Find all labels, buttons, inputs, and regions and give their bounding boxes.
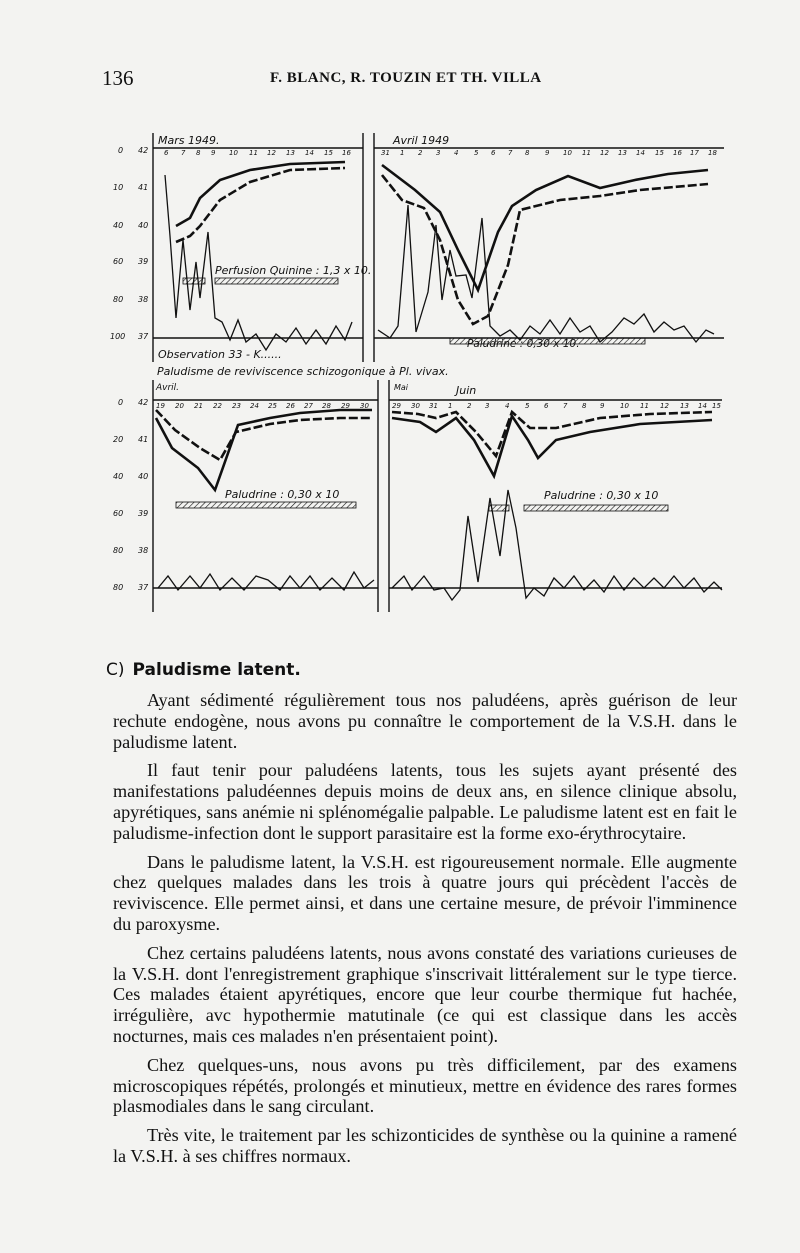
- day-tick: 24: [250, 402, 259, 410]
- treatment-label: Paludrine : 0,30 x 10.: [467, 338, 580, 350]
- vsh-tick: 80: [113, 295, 124, 304]
- day-tick: 7: [181, 149, 186, 157]
- day-tick: 8: [525, 149, 530, 157]
- treatment-label: Perfusion Quinine : 1,3 x 10.: [215, 264, 372, 277]
- temp-tick: 37: [138, 332, 149, 341]
- day-tick: 28: [322, 402, 331, 410]
- body-text: [106, 660, 737, 1175]
- panel-mai-juin: [392, 383, 722, 600]
- panel-title: Avril.: [156, 383, 180, 393]
- day-tick: 1: [400, 149, 405, 157]
- day-tick: 21: [194, 402, 203, 410]
- section-title: Paludisme latent.: [132, 660, 301, 680]
- day-tick: 25: [268, 402, 277, 410]
- day-tick: 10: [229, 149, 238, 157]
- top-left-axis: [110, 146, 149, 341]
- day-tick: 15: [712, 402, 721, 410]
- vsh-tick: 0: [118, 398, 124, 407]
- day-tick: 16: [342, 149, 351, 157]
- day-tick: 30: [411, 402, 420, 410]
- page-number: 136: [102, 66, 134, 90]
- vsh-tick: 0: [118, 146, 124, 155]
- day-tick: 11: [582, 149, 591, 157]
- panel-avril: [155, 383, 374, 590]
- treatment-label: Paludrine : 0,30 x 10: [225, 488, 340, 501]
- vsh-tick: 60: [113, 509, 124, 518]
- section-heading: [106, 660, 737, 680]
- day-tick: 7: [508, 149, 513, 157]
- day-tick: 1: [448, 402, 453, 410]
- day-tick: 12: [660, 402, 669, 410]
- vsh-tick: 80: [113, 546, 124, 555]
- section-label: C): [106, 660, 125, 680]
- day-tick: 3: [436, 149, 441, 157]
- day-tick: 14: [636, 149, 645, 157]
- panel-title: Mars 1949.: [158, 134, 220, 147]
- treatment-label: Paludrine : 0,30 x 10: [544, 489, 659, 502]
- panel-title-juin: Juin: [456, 384, 477, 397]
- day-tick: 8: [196, 149, 201, 157]
- temp-tick: 39: [138, 509, 149, 518]
- temp-tick: 38: [138, 546, 149, 555]
- day-tick: 2: [418, 149, 423, 157]
- temp-tick: 37: [138, 583, 149, 592]
- day-tick: 20: [175, 402, 184, 410]
- paragraph: Chez quelques-uns, nous avons pu très difficilement, par des examens microscopiques répétés, prolongés et minutieux, mettre en évidence des rares formes plasmodiales dans le sang circulant.: [113, 1054, 737, 1117]
- day-tick: 5: [474, 149, 479, 157]
- day-tick: 10: [563, 149, 572, 157]
- vsh-tick: 60: [113, 257, 124, 266]
- temp-tick: 42: [138, 146, 149, 155]
- day-tick: 9: [545, 149, 550, 157]
- vsh-tick: 40: [113, 221, 124, 230]
- day-tick: 11: [640, 402, 649, 410]
- day-tick: 13: [286, 149, 295, 157]
- vsh-tick: 80: [113, 583, 124, 592]
- day-tick: 23: [232, 402, 241, 410]
- day-tick: 22: [213, 402, 222, 410]
- temp-tick: 42: [138, 398, 149, 407]
- panel-mars-1949: [158, 134, 371, 361]
- day-tick: 7: [563, 402, 568, 410]
- temp-tick: 38: [138, 295, 149, 304]
- running-title: F. BLANC, R. TOUZIN ET TH. VILLA: [270, 70, 542, 86]
- paragraph: Chez certains paludéens latents, nous avons constaté des variations curieuses de la V.S.H. dont l'enregistrement graphique s'inscrivait littéralement sur le type tierce. Ces malades étaient apyrétiques, encore que leur courbe thermique fut hachée, irrégulière, avc hypothermie matutinale (ce qui est classique dans les accès nocturnes, mais ces malades n'en présentaient point).: [113, 942, 737, 1046]
- day-tick: 19: [156, 402, 165, 410]
- day-tick: 13: [618, 149, 627, 157]
- observation-note: Observation 33 - K......: [158, 348, 282, 361]
- day-tick: 9: [211, 149, 216, 157]
- day-tick: 5: [525, 402, 530, 410]
- vsh-tick: 10: [113, 183, 124, 192]
- day-tick: 9: [600, 402, 605, 410]
- day-tick: 13: [680, 402, 689, 410]
- day-tick: 27: [304, 402, 313, 410]
- day-tick: 26: [286, 402, 295, 410]
- day-tick: 16: [673, 149, 682, 157]
- day-tick: 12: [600, 149, 609, 157]
- day-tick: 30: [360, 402, 369, 410]
- panel-title: Avril 1949: [393, 134, 450, 147]
- vsh-tick: 100: [110, 332, 126, 341]
- paragraph: Dans le paludisme latent, la V.S.H. est rigoureusement normale. Elle augmente chez quelques malades dans les trois à quatre jours qui précèdent l'accès de reviviscence. Elle permet ainsi, et dans une certaine mesure, de prévoir l'imminence du paroxysme.: [113, 851, 737, 934]
- temp-tick: 40: [138, 221, 149, 230]
- panel-avril-1949: [378, 134, 717, 350]
- temp-tick: 40: [138, 472, 149, 481]
- day-tick: 8: [582, 402, 587, 410]
- day-tick: 15: [655, 149, 664, 157]
- day-tick: 29: [392, 402, 401, 410]
- day-tick: 12: [267, 149, 276, 157]
- day-tick: 6: [164, 149, 169, 157]
- day-tick: 29: [341, 402, 350, 410]
- temp-tick: 39: [138, 257, 149, 266]
- day-tick: 15: [324, 149, 333, 157]
- day-tick: 18: [708, 149, 717, 157]
- day-tick: 14: [698, 402, 707, 410]
- day-tick: 2: [467, 402, 472, 410]
- day-tick: 11: [249, 149, 258, 157]
- day-tick: 4: [454, 149, 459, 157]
- vsh-tick: 40: [113, 472, 124, 481]
- paragraph: Il faut tenir pour paludéens latents, tous les sujets ayant présenté des manifestations paludéennes depuis moins de deux ans, en silence clinique absolu, apyrétiques, sans anémie ni splénomégalie palpable. Le paludisme latent est en fait le paludisme-infection dont le support parasitaire est la forme exo-érythrocytaire.: [113, 760, 737, 843]
- panel-title-mai: Mai: [394, 383, 409, 392]
- paragraph: Ayant sédimenté régulièrement tous nos paludéens, après guérison de leur rechute endogène, nous avons pu connaître le comportement de la V.S.H. dans le paludisme latent.: [113, 690, 737, 752]
- day-tick: 31: [429, 402, 438, 410]
- day-tick: 6: [544, 402, 549, 410]
- figure-caption: Paludisme de reviviscence schizogonique à Pl. vivax.: [157, 365, 449, 378]
- bottom-left-axis: [113, 398, 149, 592]
- day-tick: 31: [381, 149, 390, 157]
- day-tick: 17: [690, 149, 699, 157]
- paragraph: Très vite, le traitement par les schizonticides de synthèse ou la quinine a ramené la V.S.H. à ses chiffres normaux.: [113, 1125, 737, 1166]
- day-tick: 10: [620, 402, 629, 410]
- day-tick: 14: [305, 149, 314, 157]
- temp-tick: 41: [138, 435, 149, 444]
- temp-tick: 41: [138, 183, 149, 192]
- day-tick: 4: [505, 402, 510, 410]
- day-tick: 3: [485, 402, 490, 410]
- vsh-tick: 20: [113, 435, 124, 444]
- day-tick: 6: [491, 149, 496, 157]
